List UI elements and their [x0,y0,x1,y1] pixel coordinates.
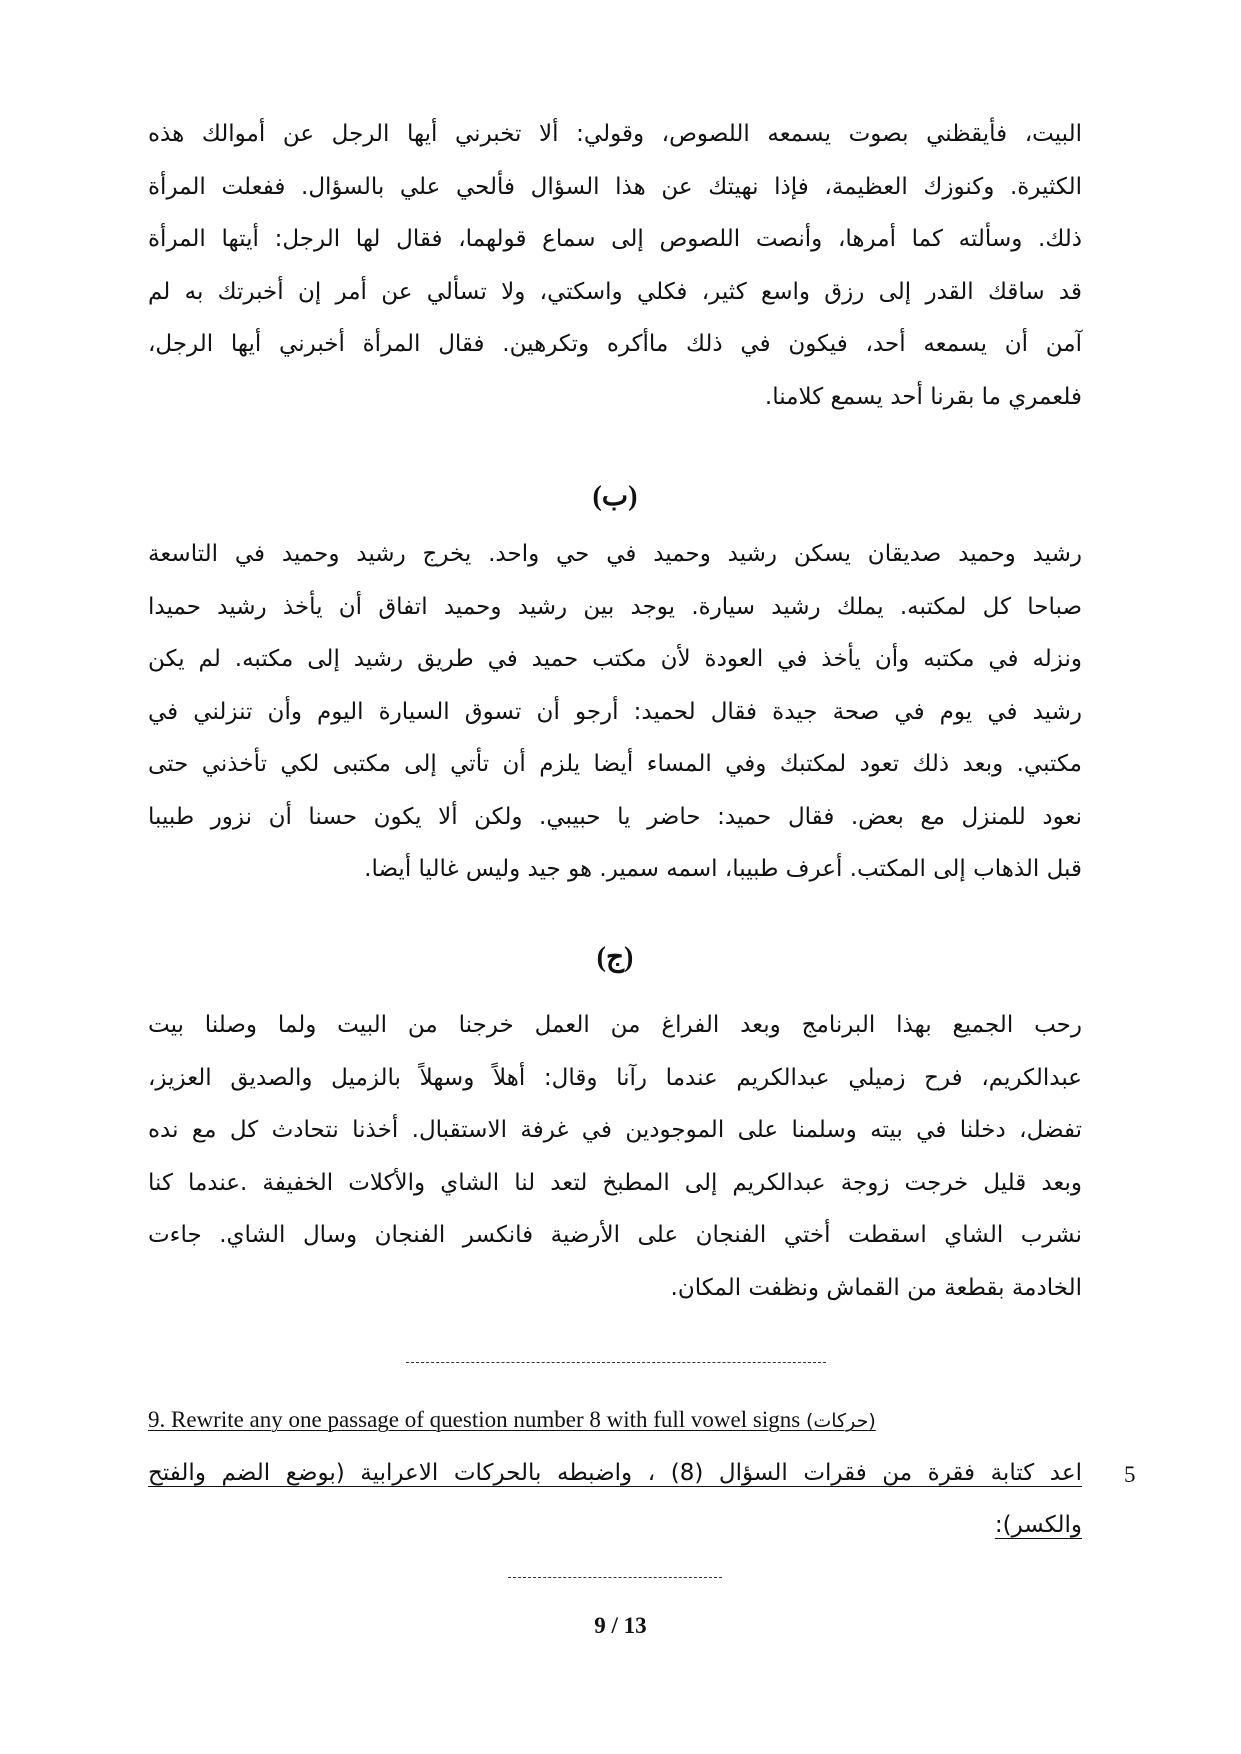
passage-b-heading: (ب) [592,481,638,512]
passage-c-line: وبعد قليل خرجت زوجة عبدالكريم إلى المطبخ لتعد لنا الشاي والأكلات الخفيفة .عندما كنا [148,1169,1082,1196]
page-number: 9 / 13 [594,1613,647,1638]
passage-c-line: الخادمة بقطعة من القماش ونظفت المكان. [670,1274,1082,1301]
passage-b-line: رشيد وحميد صديقان يسكن رشيد وحميد في حي واحد. يخرج رشيد وحميد في التاسعة [148,541,1082,567]
question-9-arabic-term: (حركات) [805,1410,876,1432]
passage-a [148,108,1082,423]
passage-a-line: فلعمري ما بقرنا أحد يسمع كلامنا. [764,383,1082,410]
passage-c [148,999,1082,1314]
passage-c-heading: (ج) [596,942,634,973]
passage-c-line: رحب الجميع بهذا البرنامج وبعد الفراغ من العمل خرجنا من البيت ولما وصلنا بيت [148,1012,1082,1038]
question-9-arabic-line: اعد كتابة فقرة من فقرات السؤال (8) ، واضبطه بالحركات الاعرابية (بوضع الضم والفتح [148,1460,1082,1486]
passage-c-line: تفضل، دخلنا في بيته وسلمنا على الموجودين في غرفة الاستقبال. أخذنا نتحادث كل مع نده [148,1117,1082,1143]
passage-b [148,528,1082,896]
question-9-arabic [148,1447,1082,1551]
passage-b-line: صباحا كل لمكتبه. يملك رشيد سيارة. يوجد بين رشيد وحميد اتفاق أن يأخذ رشيد حميدا [148,593,1082,620]
passage-a-line: البيت، فأيقظني بصوت يسمعه اللصوص، وقولي: ألا تخبرني أيها الرجل عن أموالك هذه [148,121,1082,147]
passage-c-line: عبدالكريم، فرح زميلي عبدالكريم عندما رآنا وقال: أهلاً وسهلاً بالزميل والصديق العزيز، [148,1064,1082,1091]
passage-a-line: قد ساقك القدر إلى رزق واسع كثير، فكلي واسكتي، ولا تسألي عن أمر إن أخبرتك به لم [148,278,1082,305]
passage-b-line: ونزله في مكتبه وأن يأخذ في العودة لأن مكتب حميد في طريق رشيد إلى مكتبه. لم يكن [148,646,1082,672]
question-9-text: 9. Rewrite any one passage of question number 8 with full vowel signs [148,1407,801,1432]
passage-b-line: نعود للمنزل مع بعض. فقال حميد: حاضر يا حبيبي. ولكن ألا يكون حسنا أن نزور طبيبا [148,803,1082,830]
passage-b-line: رشيد في يوم في صحة جيدة فقال لحميد: أرجو أن تسوق السيارة اليوم وأن تنزلني في [148,698,1082,725]
passage-a-line: آمن أن يسمعه أحد، فيكون في ذلك ماأكره وتكرهين. فقال المرأة أخبرني أيها الرجل، [148,331,1082,357]
section-separator [406,1362,826,1363]
question-marks: 5 [1124,1462,1136,1487]
question-9-arabic-line: والكسر): [994,1512,1082,1538]
answer-separator [508,1577,722,1578]
passage-a-line: الكثيرة. وكنوزك العظيمة، فإذا نهيتك عن هذا السؤال فألحي علي بالسؤال. ففعلت المرأة [148,173,1082,200]
passage-b-line: قبل الذهاب إلى المكتب. أعرف طبيبا، اسمه سمير. هو جيد وليس غاليا أيضا. [364,856,1082,882]
passage-b-line: مكتبي. وبعد ذلك تعود لمكتبك وفي المساء أيضا يلزم أن تأتي إلى مكتبى لكي تأخذني حتى [148,751,1082,777]
passage-a-line: ذلك. وسألته كما أمرها، وأنصت اللصوص إلى سماع قولهما، فقال لها الرجل: أيتها المرأة [148,226,1082,252]
passage-c-line: نشرب الشاي اسقطت أختي الفنجان على الأرضية فانكسر الفنجان وسال الشاي. جاءت [148,1222,1082,1248]
question-9-english [148,1404,1082,1437]
